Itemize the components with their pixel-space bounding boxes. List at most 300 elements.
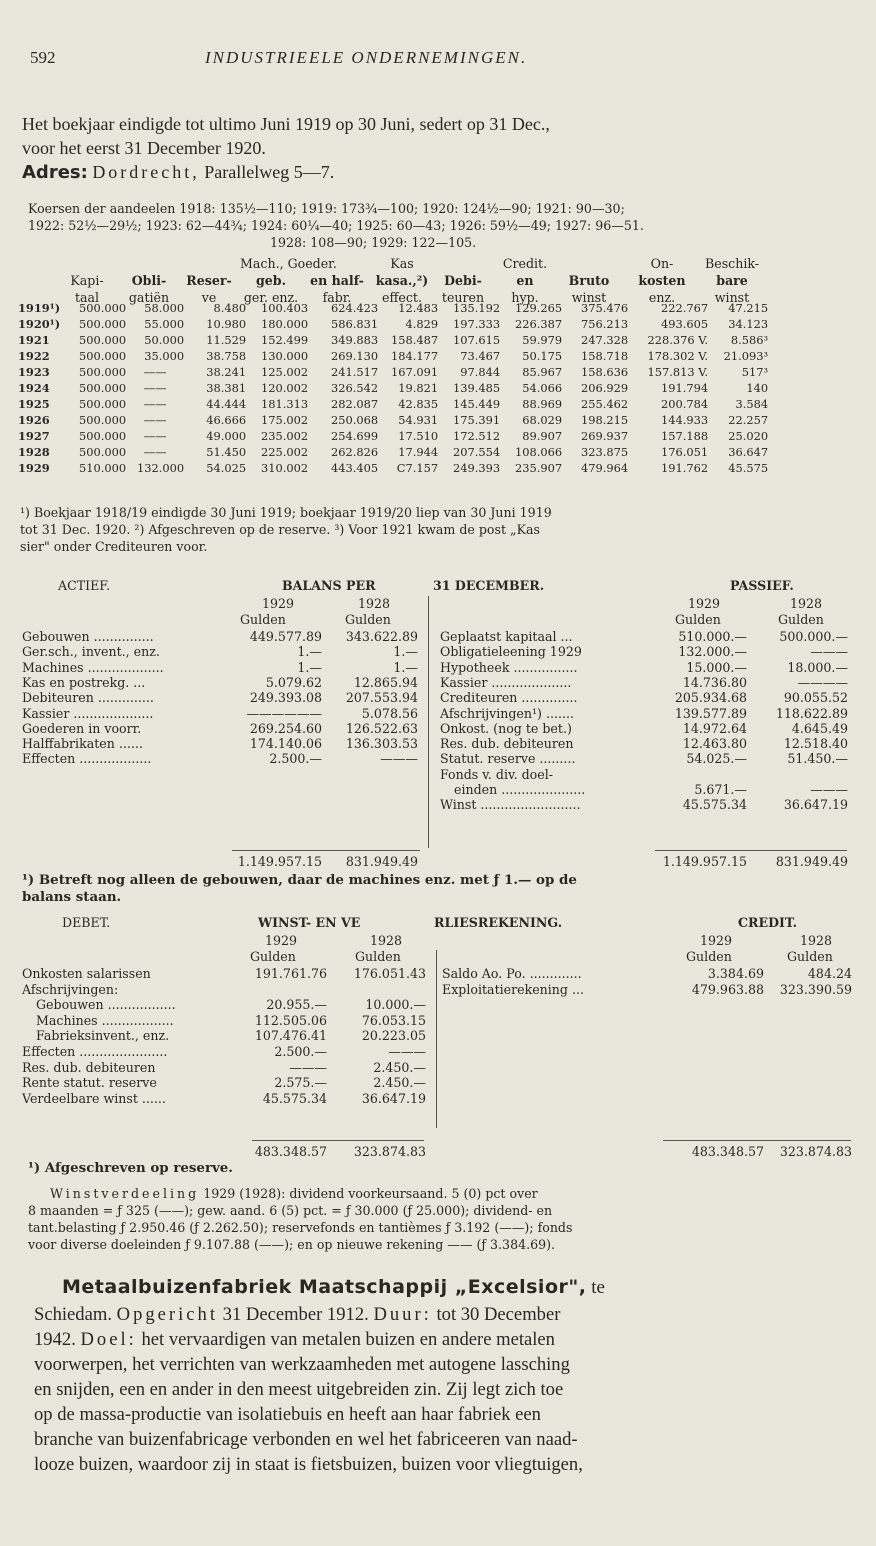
stats-cell: 500.000 (78, 397, 127, 411)
stats-header-cell: kosten (638, 273, 686, 288)
stats-cell: 21.093³ (723, 349, 769, 363)
stats-cell: 200.784 (660, 397, 709, 411)
passief-value-1928: 18.000.— (787, 659, 848, 675)
stats-cell: 158.487 (390, 333, 439, 347)
company-line-3: voorwerpen, het verrichten van werkzaamheden met autogene lassching (34, 1354, 570, 1375)
stats-row (18, 364, 768, 380)
passief-value-1928: 36.647.19 (783, 797, 848, 813)
actief-label: Ger.sch., invent., enz. (22, 644, 160, 660)
year-header: 1928 (800, 933, 833, 948)
company-line-2 (34, 1328, 860, 1353)
stats-cell: 35.000 (144, 349, 185, 363)
stats-cell: 54.025 (206, 461, 247, 475)
passief-value-1929: 510.000.— (678, 629, 747, 644)
stats-cell: 145.449 (452, 397, 501, 411)
stats-cell: 157.188 (660, 429, 709, 443)
year-header: 1928 (370, 933, 403, 948)
company-line-1 (34, 1303, 860, 1328)
stats-cell: 158.636 (580, 365, 629, 379)
stats-cell: —— (143, 381, 167, 395)
year-header: 1929 (265, 933, 298, 948)
stats-cell: 225.002 (260, 445, 309, 459)
stats-header-cell: Credit. (502, 256, 548, 271)
year-header: 1929 (262, 596, 295, 611)
stats-year: 1929 (18, 461, 50, 475)
wv-total-debet-1928: 323.874.83 (353, 1144, 426, 1159)
actief-value-1928: 136.303.53 (345, 736, 418, 752)
debet-value-1929: 45.575.34 (262, 1090, 327, 1106)
address-city: Dordrecht, (92, 162, 200, 182)
passief-value-1928: 90.055.52 (783, 690, 848, 706)
stats-cell: 255.462 (580, 397, 629, 411)
stats-cell: 89.907 (522, 429, 563, 443)
debet-value-1928: 2.450.— (373, 1059, 426, 1075)
passief-value-1928: 51.450.— (787, 751, 848, 767)
stats-cell: —— (143, 397, 167, 411)
debet-value-1929: 2.575.— (274, 1075, 327, 1091)
stats-cell: 139.485 (452, 381, 501, 395)
stats-row (18, 332, 768, 348)
stats-cell: 12.483 (398, 301, 439, 315)
stats-header-cell: Kapi- (70, 273, 104, 288)
page-number: 592 (30, 48, 56, 67)
company-line-6: branche van buizenfabricage verbonden en wel het fabriceeren van naad- (34, 1429, 578, 1450)
stats-year: 1927 (18, 429, 50, 443)
actief-value-1929: 249.393.08 (249, 690, 322, 706)
stats-cell: 107.615 (452, 333, 501, 347)
stats-cell: 50.175 (522, 349, 563, 363)
balans-note-2: balans staan. (22, 889, 122, 905)
passief-value-1929: 5.671.— (694, 782, 747, 797)
stats-header-cell: taal (74, 290, 100, 305)
stats-header-cell: gatiën (128, 290, 170, 305)
intro-line-2: voor het eerst 31 December 1920. (22, 138, 266, 158)
stats-cell: 54.931 (398, 413, 439, 427)
actief-label: Kassier .................... (22, 705, 154, 721)
stats-header-cell: winst (571, 290, 607, 305)
company-opgericht-date: 31 December 1912. (222, 1304, 369, 1325)
company-name: Metaalbuizenfabriek Maatschappij „Excelsior", (62, 1276, 587, 1298)
stats-header-cell: geb. (255, 273, 286, 288)
stats-cell: 375.476 (580, 301, 629, 315)
stats-cell: 25.020 (728, 429, 769, 443)
actief-value-1929: 1.— (297, 659, 322, 675)
stats-cell: 326.542 (330, 381, 379, 395)
debet-value-1929: 191.761.76 (254, 966, 327, 981)
company-opgericht-label: Opgericht (116, 1304, 218, 1325)
credit-value-1928: 484.24 (807, 966, 852, 981)
stats-header-cell: hyp. (511, 290, 539, 305)
stats-header-cell: ve (201, 290, 217, 305)
stats-header-cell: Beschik- (704, 256, 760, 271)
stats-cell: 34.123 (728, 317, 769, 331)
actief-value-1929: —————— (246, 705, 322, 721)
passief-value-1929: 15.000.— (686, 659, 747, 675)
stats-row (18, 316, 768, 332)
stats-cell: 17.510 (398, 429, 439, 443)
stats-cell: 130.000 (260, 349, 309, 363)
debet-label: Machines .................. (36, 1012, 174, 1028)
company-duur-value: tot 30 December (436, 1304, 561, 1325)
stats-cell: 206.929 (580, 381, 629, 395)
stats-header-cell: Reser- (186, 273, 232, 288)
wv-total-credit-1928: 323.874.83 (779, 1144, 852, 1159)
debet-label: Gebouwen ................. (36, 997, 176, 1013)
stats-header-cell: kasa.,²) (375, 273, 429, 288)
address-street: Parallelweg 5—7. (204, 162, 335, 182)
stats-cell: 135.192 (452, 301, 501, 315)
unit-header: Gulden (778, 612, 824, 627)
stats-cell: 175.391 (452, 413, 501, 427)
stats-header-cell: effect. (382, 290, 422, 305)
passief-value-1928: 118.622.89 (775, 705, 848, 721)
unit-header: Gulden (250, 949, 296, 964)
running-head: INDUSTRIEELE ONDERNEMINGEN. (205, 48, 528, 67)
stats-cell: 756.213 (580, 317, 629, 331)
stats-cell: 254.699 (330, 429, 379, 443)
stats-row (18, 444, 768, 460)
stats-cell: 479.964 (580, 461, 629, 475)
actief-value-1928: 343.622.89 (345, 629, 418, 644)
actief-label: Goederen in voorr. (22, 720, 142, 736)
balans-divider (428, 596, 429, 848)
wv-total-credit-1929: 483.348.57 (691, 1144, 764, 1159)
stats-cell: 46.666 (206, 413, 247, 427)
actief-value-1929: 1.— (297, 644, 322, 660)
stats-year: 1923 (18, 365, 50, 379)
credit-value-1929: 479.963.88 (691, 981, 764, 997)
wv-title-a: WINST- EN VE (258, 915, 361, 930)
debet-label: Rente statut. reserve (22, 1075, 157, 1091)
wv-note: ¹) Afgeschreven op reserve. (28, 1160, 233, 1176)
stats-cell: 38.381 (206, 381, 247, 395)
passief-value-1928: 4.645.49 (791, 720, 848, 736)
stats-cell: 250.068 (330, 413, 379, 427)
stats-cell: —— (143, 445, 167, 459)
stats-header-cell: On- (650, 256, 674, 271)
stats-cell: 10.980 (206, 317, 247, 331)
intro-line-1: Het boekjaar eindigde tot ultimo Juni 1919 op 30 Juni, sedert op 31 Dec., (22, 114, 550, 134)
stats-year: 1922 (18, 349, 50, 363)
debet-value-1929: 2.500.— (274, 1044, 327, 1059)
stats-row (18, 412, 768, 428)
stats-cell: 120.002 (260, 381, 309, 395)
stats-table (18, 300, 768, 476)
company-doel-label: Doel: (80, 1329, 137, 1350)
passief-label: Onkost. (nog te bet.) (440, 720, 572, 736)
stats-cell: 97.844 (460, 365, 501, 379)
wv-debet-title: DEBET. (62, 915, 111, 930)
unit-header: Gulden (686, 949, 732, 964)
debet-value-1928: 76.053.15 (361, 1012, 426, 1028)
stats-cell: 38.758 (206, 349, 247, 363)
stats-year: 1921 (18, 333, 50, 347)
stats-cell: 47.215 (728, 301, 769, 315)
winstverdeeling-label: Winstverdeeling (50, 1186, 200, 1201)
stats-cell: 226.387 (514, 317, 563, 331)
actief-value-1929: 269.254.60 (249, 720, 322, 736)
debet-value-1929: ——— (289, 1059, 327, 1075)
stats-cell: 157.813 V. (647, 365, 709, 379)
stats-cell: 228.376 V. (647, 333, 709, 347)
stats-cell: 55.000 (144, 317, 185, 331)
stats-header-cell: Mach., Goeder. (240, 256, 337, 271)
balans-total-actief-1928: 831.949.49 (345, 854, 418, 869)
stats-cell: 158.718 (580, 349, 629, 363)
wv-total-debet-1929: 483.348.57 (254, 1144, 327, 1159)
actief-value-1928: 1.— (393, 644, 418, 660)
stats-year: 1926 (18, 413, 50, 427)
stats-year: 1920¹) (18, 317, 61, 331)
actief-value-1928: 207.553.94 (345, 690, 418, 706)
passief-value-1929: 132.000.— (678, 644, 747, 660)
actief-label: Kas en postrekg. ... (22, 674, 146, 690)
stats-cell: 493.605 (660, 317, 709, 331)
stats-cell: 17.944 (398, 445, 439, 459)
koersen-line-1: Koersen der aandeelen 1918: 135½—110; 1919: 173¾—100; 1920: 124½—90; 1921: 90—30; (28, 201, 625, 216)
passief-label: Res. dub. debiteuren (440, 736, 574, 752)
debet-label: Res. dub. debiteuren (22, 1059, 156, 1075)
stats-year: 1924 (18, 381, 50, 395)
passief-value-1929: 14.736.80 (682, 674, 747, 690)
stats-cell: 349.883 (330, 333, 379, 347)
debet-value-1928: 2.450.— (373, 1075, 426, 1091)
passief-label: Afschrijvingen¹) ....... (440, 705, 574, 721)
stats-cell: 144.933 (660, 413, 709, 427)
stats-cell: 235.002 (260, 429, 309, 443)
credit-value-1929: 3.384.69 (707, 966, 764, 981)
actief-value-1928: 12.865.94 (353, 674, 418, 690)
actief-label: Effecten .................. (22, 751, 152, 767)
stats-cell: 500.000 (78, 429, 127, 443)
debet-label: Onkosten salarissen (22, 966, 151, 981)
stats-cell: 500.000 (78, 349, 127, 363)
stats-cell: 22.257 (728, 413, 769, 427)
stats-cell: 129.265 (514, 301, 563, 315)
wv-credit-title: CREDIT. (738, 915, 798, 930)
passief-value-1929: 12.463.80 (682, 736, 747, 752)
stats-cell: 269.937 (580, 429, 629, 443)
stats-cell: 58.000 (144, 301, 185, 315)
company-line-7: looze buizen, waardoor zij in staat is fietsbuizen, buizen voor vliegtuigen, (34, 1454, 583, 1475)
stats-cell: 88.969 (522, 397, 563, 411)
passief-value-1929: 139.577.89 (674, 705, 747, 721)
stats-cell: 235.907 (514, 461, 563, 475)
stats-cell: —— (143, 413, 167, 427)
company-doel-text: het vervaardigen van metalen buizen en andere metalen (141, 1329, 555, 1350)
wv-total-rule-left (252, 1140, 424, 1141)
stats-header-cell: Debi- (444, 273, 482, 288)
stats-cell: 249.393 (452, 461, 501, 475)
debet-value-1928: 176.051.43 (353, 966, 426, 981)
debet-value-1928: ——— (388, 1044, 426, 1059)
balans-passief-title: PASSIEF. (730, 578, 794, 593)
passief-value-1928: ——— (810, 644, 848, 660)
stats-cell: 8.480 (213, 301, 247, 315)
actief-label: Gebouwen ............... (22, 629, 154, 644)
stats-row (18, 348, 768, 364)
stats-header-cell: Kas (390, 256, 414, 271)
credit-value-1928: 323.390.59 (779, 981, 852, 997)
stats-cell: 73.467 (460, 349, 501, 363)
stats-cell: 500.000 (78, 413, 127, 427)
stats-cell: 500.000 (78, 365, 127, 379)
stats-row (18, 300, 768, 316)
credit-label: Saldo Ao. Po. ............. (442, 966, 582, 981)
passief-value-1929: 205.934.68 (674, 690, 747, 706)
stats-cell: 19.821 (398, 381, 439, 395)
passief-label: einden ..................... (454, 782, 586, 797)
passief-value-1928: 500.000.— (779, 629, 848, 644)
address-line (22, 160, 846, 185)
stats-cell: 282.087 (330, 397, 379, 411)
stats-cell: 176.051 (660, 445, 709, 459)
stats-cell: 241.517 (330, 365, 379, 379)
year-header: 1928 (790, 596, 823, 611)
actief-value-1928: 1.— (393, 659, 418, 675)
stats-cell: 517³ (741, 365, 769, 379)
passief-value-1928: 12.518.40 (783, 736, 848, 752)
company-city: Schiedam. (34, 1304, 112, 1325)
balans-total-rule-right (655, 850, 847, 851)
balans-title-b: 31 DECEMBER. (433, 578, 545, 593)
debet-label: Afschrijvingen: (22, 981, 119, 997)
stats-cell: 197.333 (452, 317, 501, 331)
actief-label: Halffabrikaten ...... (22, 736, 143, 752)
passief-label: Obligatieleening 1929 (440, 644, 582, 660)
stats-cell: 500.000 (78, 333, 127, 347)
debet-value-1929: 112.505.06 (254, 1012, 327, 1028)
passief-label: Crediteuren .............. (440, 690, 578, 706)
passief-label: Fonds v. div. doel- (440, 766, 553, 782)
debet-value-1928: 20.223.05 (361, 1028, 426, 1044)
stats-header-cell: ger. enz. (243, 290, 299, 305)
stats-cell: 42.835 (398, 397, 439, 411)
winstverdeeling-line-3: tant.belasting ƒ 2.950.46 (ƒ 2.262.50); reservefonds en tantièmes ƒ 3.192 (——); fonds (28, 1220, 573, 1235)
stats-cell: 310.002 (260, 461, 309, 475)
winstverdeeling-text-1: 1929 (1928): dividend voorkeursaand. 5 (0) pct over (203, 1186, 538, 1201)
stats-header-cell: enz. (648, 290, 676, 305)
stats-cell: 50.000 (144, 333, 185, 347)
stats-cell: 51.450 (206, 445, 247, 459)
year-header: 1929 (700, 933, 733, 948)
winstverdeeling-line-2: 8 maanden = ƒ 325 (——); gew. aand. 6 (5) pct. = ƒ 30.000 (ƒ 25.000); dividend- en (28, 1203, 553, 1218)
debet-value-1929: 20.955.— (266, 997, 327, 1013)
stats-year: 1925 (18, 397, 50, 411)
stats-cell: 247.328 (580, 333, 629, 347)
stats-cell: 222.767 (660, 301, 709, 315)
stats-cell: 8.586³ (730, 333, 769, 347)
stats-cell: 262.826 (330, 445, 379, 459)
company-duur-label: Duur: (373, 1304, 432, 1325)
stats-cell: 624.423 (330, 301, 379, 315)
debet-label: Fabrieksinvent., enz. (36, 1028, 170, 1044)
stats-cell: 207.554 (452, 445, 501, 459)
stats-cell: 500.000 (78, 445, 127, 459)
stats-cell: 36.647 (728, 445, 769, 459)
winstverdeeling-line-1 (50, 1186, 538, 1201)
stats-cell: 178.302 V. (647, 349, 709, 363)
unit-header: Gulden (345, 612, 391, 627)
balans-total-rule-left (232, 850, 420, 851)
actief-label: Machines ................... (22, 659, 164, 675)
balans-total-passief-1928: 831.949.49 (775, 854, 848, 869)
balans-actief-title: ACTIEF. (58, 578, 111, 593)
wv-divider (436, 950, 437, 1128)
stats-header-cell: en half- (310, 273, 364, 288)
debet-label: Effecten ...................... (22, 1044, 168, 1059)
actief-value-1929: 5.079.62 (265, 674, 322, 690)
stats-cell: 4.829 (405, 317, 439, 331)
winstverdeeling-line-4: voor diverse doeleinden ƒ 9.107.88 (——); en op nieuwe rekening —— (ƒ 3.384.69). (28, 1237, 556, 1252)
stats-cell: 11.529 (206, 333, 247, 347)
balans-total-actief-1929: 1.149.957.15 (237, 854, 322, 869)
stats-cell: 586.831 (330, 317, 379, 331)
stats-cell: 100.403 (260, 301, 309, 315)
year-header: 1928 (358, 596, 391, 611)
passief-value-1929: 14.972.64 (682, 720, 747, 736)
stats-cell: 184.177 (390, 349, 439, 363)
debet-value-1928: 36.647.19 (361, 1090, 426, 1106)
debet-value-1928: 10.000.— (365, 997, 426, 1013)
unit-header: Gulden (675, 612, 721, 627)
stats-cell: 500.000 (78, 381, 127, 395)
koersen-line-3: 1928: 108—90; 1929: 122—105. (270, 235, 477, 250)
stats-year: 1928 (18, 445, 50, 459)
stats-cell: 49.000 (206, 429, 247, 443)
passief-label: Kassier .................... (440, 674, 572, 690)
passief-label: Hypotheek ................ (440, 659, 578, 675)
actief-value-1928: ——— (380, 751, 418, 767)
actief-value-1929: 449.577.89 (249, 629, 322, 644)
stats-cell: 510.000 (78, 461, 127, 475)
stats-cell: —— (143, 429, 167, 443)
stats-cell: 191.762 (660, 461, 709, 475)
passief-label: Geplaatst kapitaal ... (440, 629, 573, 644)
company-duur-year: 1942. (34, 1329, 76, 1350)
actief-value-1929: 2.500.— (269, 751, 322, 767)
stats-header-cell: Obli- (131, 273, 167, 288)
stats-cell: 167.091 (390, 365, 439, 379)
credit-label: Exploitatierekening ... (442, 981, 584, 997)
stats-row (18, 396, 768, 412)
koersen-line-2: 1922: 52½—29½; 1923: 62—44¾; 1924: 60¼—40; 1925: 60—43; 1926: 59½—49; 1927: 96—51. (28, 218, 644, 233)
stats-header-cell: fabr. (322, 290, 352, 305)
stats-cell: 108.066 (514, 445, 563, 459)
passief-value-1928: ——— (810, 782, 848, 797)
stats-year: 1919¹) (18, 301, 61, 315)
wv-total-rule-right (663, 1140, 851, 1141)
stats-cell: 44.444 (206, 397, 247, 411)
stats-cell: 68.029 (522, 413, 563, 427)
stats-row (18, 460, 768, 476)
passief-value-1929: 45.575.34 (682, 797, 747, 813)
passief-value-1929: 54.025.— (686, 751, 747, 767)
stats-cell: 198.215 (580, 413, 629, 427)
company-te: te (591, 1277, 605, 1298)
stats-cell: 45.575 (728, 461, 769, 475)
stats-cell: 152.499 (260, 333, 309, 347)
stats-cell: 500.000 (78, 317, 127, 331)
wv-title-b: RLIESREKENING. (434, 915, 563, 930)
company-line-4: en snijden, een en ander in den meest uitgebreiden zin. Zij legt zich toe (34, 1379, 564, 1400)
stats-cell: 191.794 (660, 381, 709, 395)
stats-cell: C7.157 (396, 461, 439, 475)
year-header: 1929 (688, 596, 721, 611)
stats-cell: 140 (746, 381, 769, 395)
stats-header-cell: teuren (441, 290, 485, 305)
stats-cell: 180.000 (260, 317, 309, 331)
